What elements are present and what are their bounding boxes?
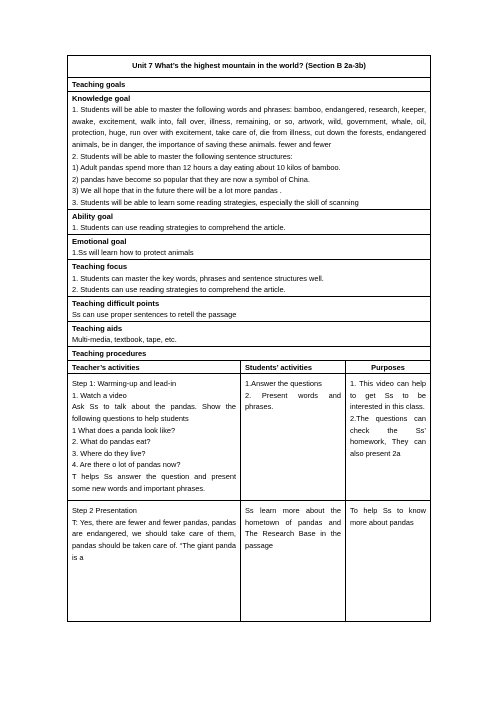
- emotional-goal-cell: [68, 234, 431, 259]
- knowledge-goal-structures-intro: 2. Students will be able to master the following sentence structures:: [72, 151, 293, 161]
- step-1-purpose: 2.The questions can check the Ss’ homework, They can also present 2a: [350, 414, 427, 458]
- difficult-points-heading: Teaching difficult points: [72, 298, 160, 308]
- difficult-points-row: [68, 296, 431, 321]
- step-1-purpose: 1. This video can help to get Ss to be interested in this class.: [350, 379, 427, 412]
- step-2-title: Step 2 Presentation: [72, 506, 137, 516]
- step-1-teacher-line: T helps Ss answer the question and present some new words and important phrases.: [72, 472, 236, 493]
- teaching-goals-heading: Teaching goals: [68, 78, 431, 92]
- emotional-goal-row: [68, 234, 431, 259]
- emotional-goal-text: 1.Ss will learn how to protect animals: [72, 248, 194, 258]
- knowledge-goal-strategies: 3. Students will be able to learn some reading strategies, especially the skill of scanning: [72, 197, 359, 207]
- students-activities-header: Students’ activities: [241, 360, 346, 374]
- document-title: Unit 7 What’s the highest mountain in the world? (Section B 2a-3b): [68, 56, 431, 78]
- teaching-focus-row: [68, 259, 431, 296]
- teaching-aids-cell: [68, 321, 431, 346]
- step-2-purpose: To help Ss to know more about pandas: [350, 506, 427, 527]
- step-1-teacher-line: Ask Ss to talk about the pandas. Show the following questions to help students: [72, 402, 236, 424]
- teaching-focus-item-1: 1. Students can master the key words, phrases and sentence structures well.: [72, 273, 324, 283]
- teaching-aids-heading: Teaching aids: [72, 323, 123, 333]
- knowledge-goal-sentence-3: 3) We all hope that in the future there will be a lot more pandas .: [72, 186, 282, 196]
- teaching-aids-row: [68, 321, 431, 346]
- knowledge-goal-sentence-2: 2) pandas have become so popular that they are now a symbol of China.: [72, 174, 310, 184]
- column-header-row: [68, 360, 431, 374]
- ability-goal-row: [68, 209, 431, 234]
- step-1-students-cell: [241, 374, 346, 501]
- step-1-teacher-cell: [68, 374, 241, 501]
- step-1-question: 1 What does a panda look like?: [72, 425, 176, 435]
- step-1-question: 2. What do pandas eat?: [72, 437, 151, 447]
- teaching-focus-item-2: 2. Students can use reading strategies to comprehend the article.: [72, 285, 286, 295]
- ability-goal-heading: Ability goal: [72, 211, 113, 221]
- step-1-teacher-line: 1. Watch a video: [72, 390, 127, 400]
- ability-goal-text: 1. Students can use reading strategies to comprehend the article.: [72, 223, 286, 233]
- teaching-aids-text: Multi-media, textbook, tape, etc.: [72, 335, 177, 345]
- teacher-activities-header: Teacher’s activities: [68, 360, 241, 374]
- step-2-teacher-cell: [68, 501, 241, 622]
- step-2-purposes-cell: [346, 501, 431, 622]
- step-2-student-activity: Ss learn more about the hometown of pandas and The Research Base in the passage: [245, 506, 341, 550]
- step-1-title: Step 1: Warming-up and lead-in: [72, 379, 177, 389]
- knowledge-goal-cell: [68, 91, 431, 209]
- step-1-purposes-cell: [346, 374, 431, 501]
- teaching-goals-row: [68, 78, 431, 92]
- teaching-focus-cell: [68, 259, 431, 296]
- step-2-students-cell: [241, 501, 346, 622]
- title-row: [68, 56, 431, 78]
- difficult-points-text: Ss can use proper sentences to retell the passage: [72, 310, 237, 320]
- emotional-goal-heading: Emotional goal: [72, 236, 127, 246]
- procedures-heading: Teaching procedures: [68, 347, 431, 361]
- teaching-focus-heading: Teaching focus: [72, 261, 128, 271]
- step-2-row: [68, 501, 431, 622]
- knowledge-goal-words: 1. Students will be able to master the following words and phrases: bamboo, endangered, research, keeper, awake, excitement, walk into, fall over, illness, remaining, or so, artwork, wild, government, whale, oil, protection, huge, run over with excitement, take care of, die from illness, cut down the forests, endangered animals, be in danger, the importance of saving these animals. fewer and fewer: [72, 105, 427, 149]
- lesson-plan-table: [67, 55, 431, 622]
- step-1-student-activity: 1.Answer the questions: [245, 379, 322, 389]
- ability-goal-cell: [68, 209, 431, 234]
- step-1-question: 4. Are there o lot of pandas now?: [72, 460, 181, 470]
- purposes-header: Purposes: [346, 360, 431, 374]
- knowledge-goal-row: [68, 91, 431, 209]
- step-1-row: [68, 374, 431, 501]
- procedures-heading-row: [68, 347, 431, 361]
- step-2-teacher-line: T: Yes, there are fewer and fewer pandas, pandas are endangered, we should take care of them, pandas should be taken care of. “The giant panda is a: [72, 517, 236, 562]
- difficult-points-cell: [68, 296, 431, 321]
- knowledge-goal-heading: Knowledge goal: [72, 93, 131, 103]
- step-1-question: 3. Where do they live?: [72, 448, 146, 458]
- knowledge-goal-sentence-1: 1) Adult pandas spend more than 12 hours a day eating about 10 kilos of bamboo.: [72, 163, 341, 173]
- step-1-student-activity: 2. Present words and phrases.: [245, 390, 341, 412]
